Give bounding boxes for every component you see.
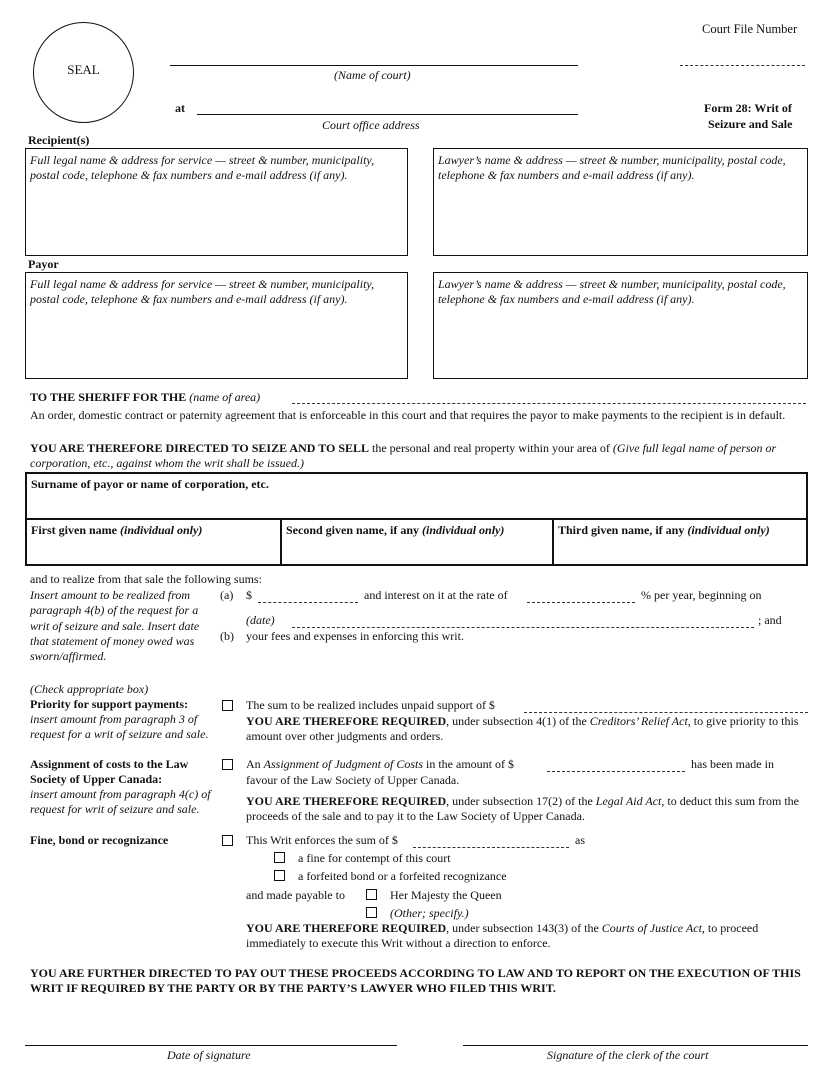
- surname-field[interactable]: [27, 474, 806, 520]
- seal-label: SEAL: [67, 61, 100, 77]
- assignment-section-note: [30, 757, 215, 817]
- interest-rate-field[interactable]: [527, 602, 635, 603]
- date-of-signature-label: Date of signature: [167, 1048, 251, 1062]
- at-label: at: [175, 101, 185, 115]
- fine-req-italic: Courts of Justice Act: [601, 921, 702, 935]
- sheriff-area-hint: (name of area): [189, 390, 261, 404]
- sums-intro: and to realize from that sale the following sums:: [30, 572, 262, 586]
- assignment-text-italic: Assignment of Judgment of Costs: [263, 757, 423, 771]
- third-name-hint: (individual only): [687, 523, 770, 537]
- other-payee-label: (Other; specify.): [390, 906, 469, 920]
- fine-text: This Writ enforces the sum of $: [246, 833, 398, 847]
- interest-date-field[interactable]: [292, 627, 754, 628]
- item-b-label: (b): [220, 629, 234, 643]
- date-of-signature-line[interactable]: [25, 1045, 397, 1046]
- clerk-signature-label: Signature of the clerk of the court: [547, 1048, 709, 1062]
- first-name-hint: (individual only): [120, 523, 203, 537]
- fine-req-bold: YOU ARE THEREFORE REQUIRED: [246, 921, 447, 935]
- payor-heading: Payor: [28, 257, 59, 271]
- assignment-checkbox[interactable]: [222, 759, 233, 770]
- court-file-number-label: Court File Number: [702, 22, 798, 36]
- queen-label: Her Majesty the Queen: [390, 888, 502, 902]
- item-b-text: your fees and expenses in enforcing this writ.: [246, 629, 464, 643]
- clerk-signature-line[interactable]: [463, 1045, 808, 1046]
- recipient-lawyer-box[interactable]: [433, 148, 808, 256]
- recipient-party-instructions: Full legal name & address for service — street & number, municipality, postal code, telephone & fax numbers and e-mail address (if any).: [30, 153, 375, 182]
- amount-a-field[interactable]: [258, 602, 358, 603]
- check-box-note: (Check appropriate box): [30, 682, 149, 696]
- forfeited-bond-checkbox[interactable]: [274, 870, 285, 881]
- assignment-required-text: [246, 794, 806, 824]
- seal-circle: [33, 22, 134, 123]
- priority-req-italic: Creditors’ Relief Act: [589, 714, 688, 728]
- priority-section-note: [30, 697, 215, 742]
- payor-party-instructions: Full legal name & address for service — street & number, municipality, postal code, telephone & fax numbers and e-mail address (if any).: [30, 277, 375, 306]
- per-year-label: % per year, beginning on: [641, 588, 762, 602]
- surname-label: Surname of payor or name of corporation, etc.: [31, 477, 269, 491]
- assignment-text-b: in the amount of $: [423, 757, 514, 771]
- sums-note: Insert amount to be realized from paragraph 4(b) of the request for a writ of seizure and sale. Insert date that statement of money owed was sworn/affirmed.: [30, 588, 200, 664]
- contempt-fine-checkbox[interactable]: [274, 852, 285, 863]
- item-a-label: (a): [220, 588, 234, 602]
- sheriff-line: [30, 390, 260, 405]
- fine-required-text: [246, 921, 806, 951]
- assignment-text-d: favour of the Law Society of Upper Canada.: [246, 773, 460, 787]
- sheriff-area-field[interactable]: [292, 403, 806, 404]
- date-hint: (date): [246, 613, 275, 627]
- fine-amount-field[interactable]: [413, 847, 569, 848]
- assignment-text-a: An: [246, 757, 264, 771]
- recipient-party-box[interactable]: [25, 148, 408, 256]
- forfeited-bond-label: a forfeited bond or a forfeited recognizance: [298, 869, 507, 883]
- sheriff-label: TO THE SHERIFF FOR THE: [30, 390, 187, 404]
- fine-req-text: , under subsection 143(3) of the: [446, 921, 602, 935]
- assignment-text: [246, 757, 514, 772]
- priority-note: insert amount from paragraph 3 of request for a writ of seizure and sale.: [30, 712, 209, 741]
- priority-title: Priority for support payments:: [30, 697, 189, 711]
- form-title-line1: Form 28: Writ of: [704, 101, 792, 115]
- second-name-hint: (individual only): [422, 523, 505, 537]
- queen-checkbox[interactable]: [366, 889, 377, 900]
- payor-lawyer-box[interactable]: [433, 272, 808, 379]
- directed-italic: (Give full legal name of person or corporation, etc., against whom the writ shall be issued.): [30, 441, 777, 470]
- payor-lawyer-instructions: Lawyer’s name & address — street & number, municipality, postal code, telephone & fax numbers and e-mail address (if any).: [438, 277, 786, 306]
- unpaid-support-amount-field[interactable]: [524, 712, 808, 713]
- court-office-address-line[interactable]: [197, 114, 578, 115]
- priority-text: The sum to be realized includes unpaid support of $: [246, 698, 495, 712]
- other-payee-checkbox[interactable]: [366, 907, 377, 918]
- form-title-line2: Seizure and Sale: [708, 117, 793, 131]
- fine-checkbox[interactable]: [222, 835, 233, 846]
- order-default-text: An order, domestic contract or paternity agreement that is enforceable in this court and that requires the payor to make payments to the recipient is in default.: [30, 408, 786, 422]
- assignment-req-bold: YOU ARE THEREFORE REQUIRED: [246, 794, 447, 808]
- priority-req-end: , to give priority to this amount over other judgments and orders.: [246, 714, 799, 743]
- fine-req-end: , to proceed immediately to execute this Writ without a direction to enforce.: [246, 921, 759, 950]
- assignment-title: Assignment of costs to the Law Society of Upper Canada:: [30, 757, 189, 786]
- court-office-address-label: Court office address: [322, 118, 420, 132]
- and-label: ; and: [758, 613, 782, 627]
- fine-as-label: as: [575, 833, 585, 847]
- directed-to-seize-text: [30, 441, 810, 471]
- payor-name-grid: [25, 472, 808, 566]
- first-name-field[interactable]: [27, 520, 282, 564]
- recipient-lawyer-instructions: Lawyer’s name & address — street & number, municipality, postal code, telephone & fax numbers and e-mail address (if any).: [438, 153, 786, 182]
- name-of-court-label: (Name of court): [334, 68, 411, 82]
- court-file-number-field[interactable]: [680, 65, 805, 66]
- priority-req-bold: YOU ARE THEREFORE REQUIRED: [246, 714, 447, 728]
- third-name-label: Third given name, if any: [558, 523, 685, 537]
- assignment-note: insert amount from paragraph 4(c) of request for writ of seizure and sale.: [30, 787, 211, 816]
- recipient-heading: Recipient(s): [28, 133, 90, 147]
- assignment-req-italic: Legal Aid Act: [595, 794, 662, 808]
- assignment-text-c: has been made in: [691, 757, 774, 771]
- assignment-amount-field[interactable]: [547, 771, 685, 772]
- first-name-label: First given name: [31, 523, 117, 537]
- dollar-sign-a: $: [246, 588, 252, 602]
- assignment-req-end: , to deduct this sum from the proceeds of the sale and to pay it to the Law Society of Upper Canada.: [246, 794, 800, 823]
- contempt-fine-label: a fine for contempt of this court: [298, 851, 451, 865]
- payable-to-label: and made payable to: [246, 888, 345, 902]
- further-directed-text: YOU ARE FURTHER DIRECTED TO PAY OUT THESE PROCEEDS ACCORDING TO LAW AND TO REPORT ON THE EXECUTION OF THIS WRIT IF REQUIRED BY THE PARTY OR BY THE PARTY’S LAWYER WHO FILED THIS WRIT.: [30, 966, 801, 995]
- third-name-field[interactable]: [554, 520, 806, 564]
- directed-rest: the personal and real property within your area of: [369, 441, 613, 455]
- priority-required-text: [246, 714, 806, 744]
- priority-req-text: , under subsection 4(1) of the: [446, 714, 590, 728]
- priority-checkbox[interactable]: [222, 700, 233, 711]
- second-name-field[interactable]: [282, 520, 554, 564]
- directed-bold: YOU ARE THEREFORE DIRECTED TO SEIZE AND TO SELL: [30, 441, 369, 455]
- assignment-req-text: , under subsection 17(2) of the: [446, 794, 596, 808]
- payor-party-box[interactable]: [25, 272, 408, 379]
- second-name-label: Second given name, if any: [286, 523, 420, 537]
- fine-title: Fine, bond or recognizance: [30, 833, 169, 847]
- interest-label: and interest on it at the rate of: [364, 588, 508, 602]
- name-of-court-line[interactable]: [170, 65, 578, 66]
